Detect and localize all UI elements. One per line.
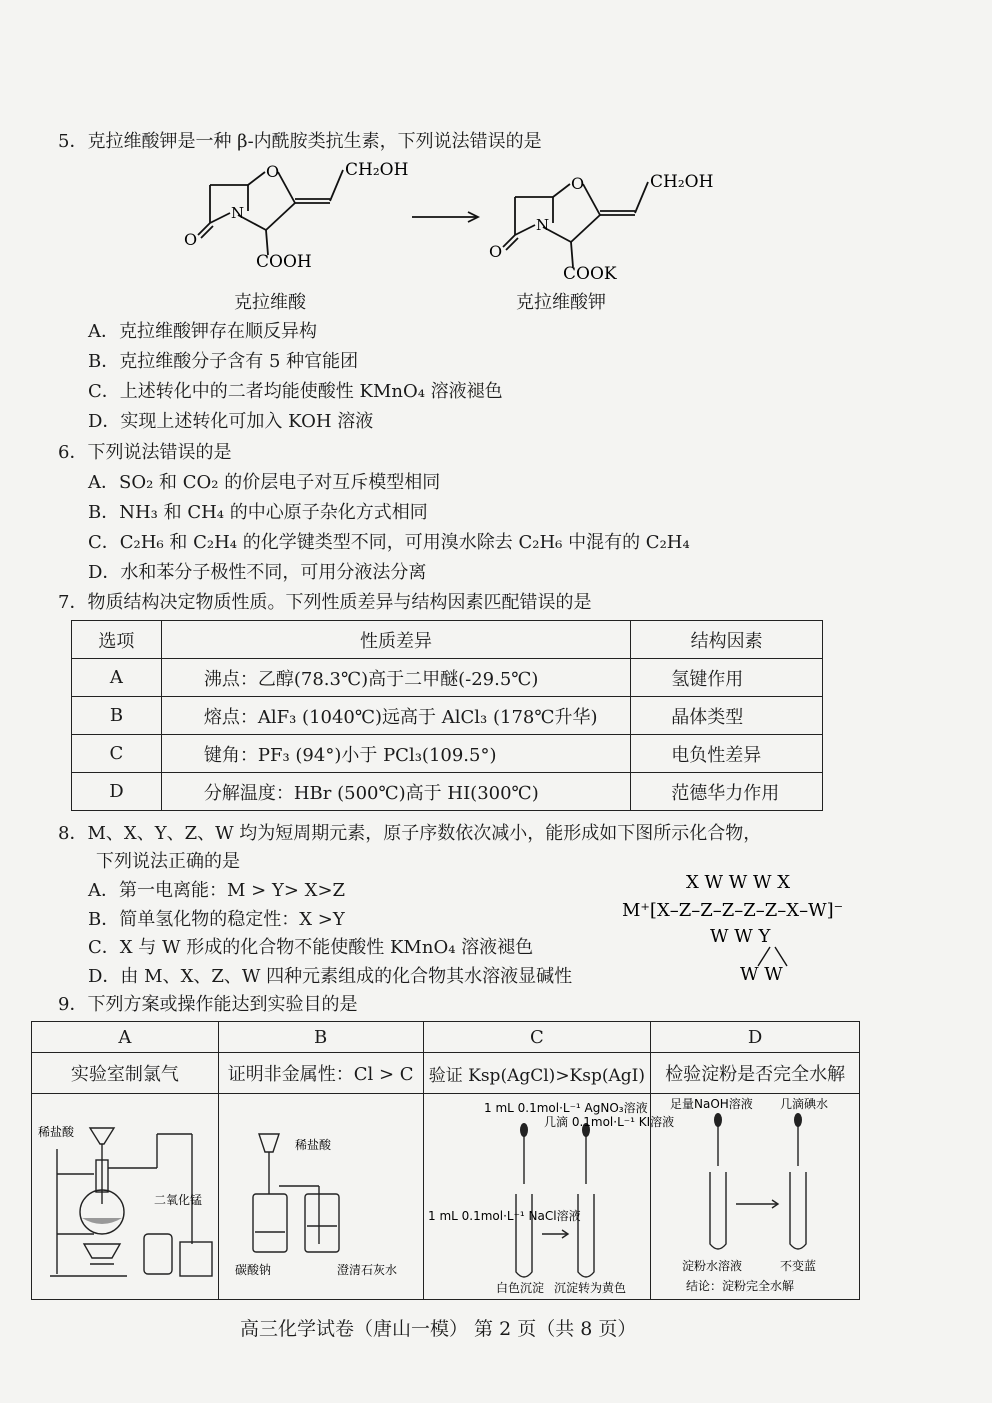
apparatus-d-reagent1: 足量NaOH溶液 <box>669 1097 753 1111</box>
apparatus-a-cell <box>32 1094 219 1300</box>
header-cell: D <box>651 1022 860 1053</box>
header-cell: A <box>32 1022 219 1053</box>
q5-option-b: B．克拉维酸分子含有 5 种官能团 <box>88 351 359 372</box>
mol1-carbonyl-o: O <box>184 230 198 249</box>
q6-option-c: C．C₂H₆ 和 C₂H₄ 的化学键类型不同，可用溴水除去 C₂H₆ 中混有的 C₂H₄ <box>88 532 690 553</box>
header-cell: 结构因素 <box>631 621 823 659</box>
table-cell: 键角：PF₃ (94°)小于 PCl₃(109.5°) <box>161 735 630 773</box>
q8-structure <box>620 868 882 986</box>
q8-option-a: A．第一电离能：M > Y> X>Z <box>88 880 346 901</box>
table-row <box>32 1094 860 1300</box>
table-cell: A <box>72 659 162 697</box>
q8-structure-branch: W W <box>740 964 783 985</box>
apparatus-c-obs1: 白色沉淀 <box>495 1281 544 1295</box>
header-cell: 性质差异 <box>161 621 630 659</box>
mol1-cooh: COOH <box>256 252 312 272</box>
q6-option-d: D．水和苯分子极性不同，可用分液法分离 <box>88 562 427 583</box>
mol2-carbonyl-o: O <box>489 242 503 261</box>
goal-cell: 验证 Ksp(AgCl)>Ksp(AgI) <box>423 1053 651 1094</box>
q7-stem: 7．物质结构决定物质性质。下列性质差异与结构因素匹配错误的是 <box>58 592 592 613</box>
q6-stem: 6．下列说法错误的是 <box>58 442 232 463</box>
mol1-ring-n: N <box>231 204 245 222</box>
table-cell: 范德华力作用 <box>631 773 823 811</box>
table-row <box>72 697 823 735</box>
mol1-ch2oh: CH₂OH <box>345 160 409 180</box>
q8-structure-bottom: W W Y <box>710 926 771 947</box>
apparatus-c-obs2: 沉淀转为黄色 <box>553 1281 626 1295</box>
page-footer: 高三化学试卷（唐山一模） 第 2 页（共 8 页） <box>240 1318 637 1340</box>
apparatus-b-cell <box>218 1094 423 1300</box>
table-row <box>32 1053 860 1094</box>
apparatus-b-right-label: 澄清石灰水 <box>337 1263 398 1277</box>
table-header-row <box>32 1022 860 1053</box>
table-cell: 电负性差异 <box>631 735 823 773</box>
mol2-ch2oh: CH₂OH <box>650 172 714 192</box>
chlorine-apparatus-illustration <box>32 1094 217 1294</box>
table-row <box>72 735 823 773</box>
apparatus-c-start: 1 mL 0.1mol·L⁻¹ NaCl溶液 <box>427 1209 581 1223</box>
apparatus-d-sample: 淀粉水溶液 <box>681 1259 742 1273</box>
nonmetal-apparatus-illustration <box>219 1094 422 1294</box>
header-cell: C <box>423 1022 651 1053</box>
q9-table <box>31 1021 860 1300</box>
apparatus-d-obs: 不变蓝 <box>779 1259 816 1273</box>
mol2-ring-n: N <box>536 216 550 234</box>
table-cell: 氢键作用 <box>631 659 823 697</box>
table-cell: 沸点：乙醇(78.3℃)高于二甲醚(-29.5℃) <box>161 659 630 697</box>
mol2-label: 克拉维酸钾 <box>516 292 606 313</box>
mol1-label: 克拉维酸 <box>234 292 306 313</box>
q6-option-a: A．SO₂ 和 CO₂ 的价层电子对互斥模型相同 <box>88 472 441 493</box>
mol2-ring-o: O <box>571 174 585 193</box>
q6-option-b: B．NH₃ 和 CH₄ 的中心原子杂化方式相同 <box>88 502 428 523</box>
apparatus-a-acid-label: 稀盐酸 <box>38 1125 75 1139</box>
apparatus-c-reagent1: 1 mL 0.1mol·L⁻¹ AgNO₃溶液 <box>483 1101 648 1115</box>
apparatus-b-acid-label: 稀盐酸 <box>295 1138 332 1152</box>
mol2-cook: COOK <box>563 264 617 284</box>
q5-option-a: A．克拉维酸钾存在顺反异构 <box>88 321 317 342</box>
apparatus-a-solid-label: 二氧化锰 <box>154 1193 203 1207</box>
q7-table <box>71 620 823 811</box>
potassium-clavulanate-structure <box>503 182 648 267</box>
apparatus-d-conclusion: 结论：淀粉完全水解 <box>685 1279 794 1293</box>
ksp-apparatus-illustration <box>424 1094 675 1295</box>
table-cell: B <box>72 697 162 735</box>
apparatus-c-reagent2: 几滴 0.1mol·L⁻¹ KI溶液 <box>543 1115 675 1129</box>
table-header-row <box>72 621 823 659</box>
header-cell: B <box>218 1022 423 1053</box>
table-cell: 晶体类型 <box>631 697 823 735</box>
apparatus-d-cell <box>651 1094 860 1300</box>
table-cell: 熔点：AlF₃ (1040℃)远高于 AlCl₃ (178℃升华) <box>161 697 630 735</box>
q9-stem: 9．下列方案或操作能达到实验目的是 <box>58 994 358 1015</box>
q8-option-c: C．X 与 W 形成的化合物不能使酸性 KMnO₄ 溶液褪色 <box>88 937 534 958</box>
starch-apparatus-illustration <box>652 1094 859 1294</box>
apparatus-d-reagent2: 几滴碘水 <box>779 1097 828 1111</box>
header-cell: 选项 <box>72 621 162 659</box>
reaction-arrow <box>412 212 478 222</box>
q8-structure-top: X W W W X <box>686 872 791 893</box>
apparatus-b-left-label: 碳酸钠 <box>235 1263 272 1277</box>
q8-option-d: D．由 M、X、Z、W 四种元素组成的化合物其水溶液显碱性 <box>88 966 573 987</box>
q8-option-b: B．简单氢化物的稳定性：X >Y <box>88 909 345 930</box>
table-cell: 分解温度：HBr (500℃)高于 HI(300℃) <box>161 773 630 811</box>
table-cell: D <box>72 773 162 811</box>
table-row <box>72 773 823 811</box>
goal-cell: 证明非金属性：Cl > C <box>218 1053 423 1094</box>
table-row <box>72 659 823 697</box>
q8-structure-main: M⁺[X–Z–Z–Z–Z–Z–X–W]⁻ <box>622 900 844 921</box>
mol1-ring-o: O <box>266 162 280 181</box>
q8-stem-2: 下列说法正确的是 <box>96 851 240 872</box>
q5-stem: 5．克拉维酸钾是一种 β-内酰胺类抗生素，下列说法错误的是 <box>58 131 542 152</box>
q5-option-d: D．实现上述转化可加入 KOH 溶液 <box>88 411 374 432</box>
q8-stem: 8．M、X、Y、Z、W 均为短周期元素，原子序数依次减小，能形成如下图所示化合物， <box>58 823 762 844</box>
table-cell: C <box>72 735 162 773</box>
clavulanic-acid-structure <box>198 170 343 255</box>
goal-cell: 检验淀粉是否完全水解 <box>651 1053 860 1094</box>
goal-cell: 实验室制氯气 <box>32 1053 219 1094</box>
apparatus-c-cell <box>423 1094 675 1300</box>
q5-option-c: C．上述转化中的二者均能使酸性 KMnO₄ 溶液褪色 <box>88 381 503 402</box>
